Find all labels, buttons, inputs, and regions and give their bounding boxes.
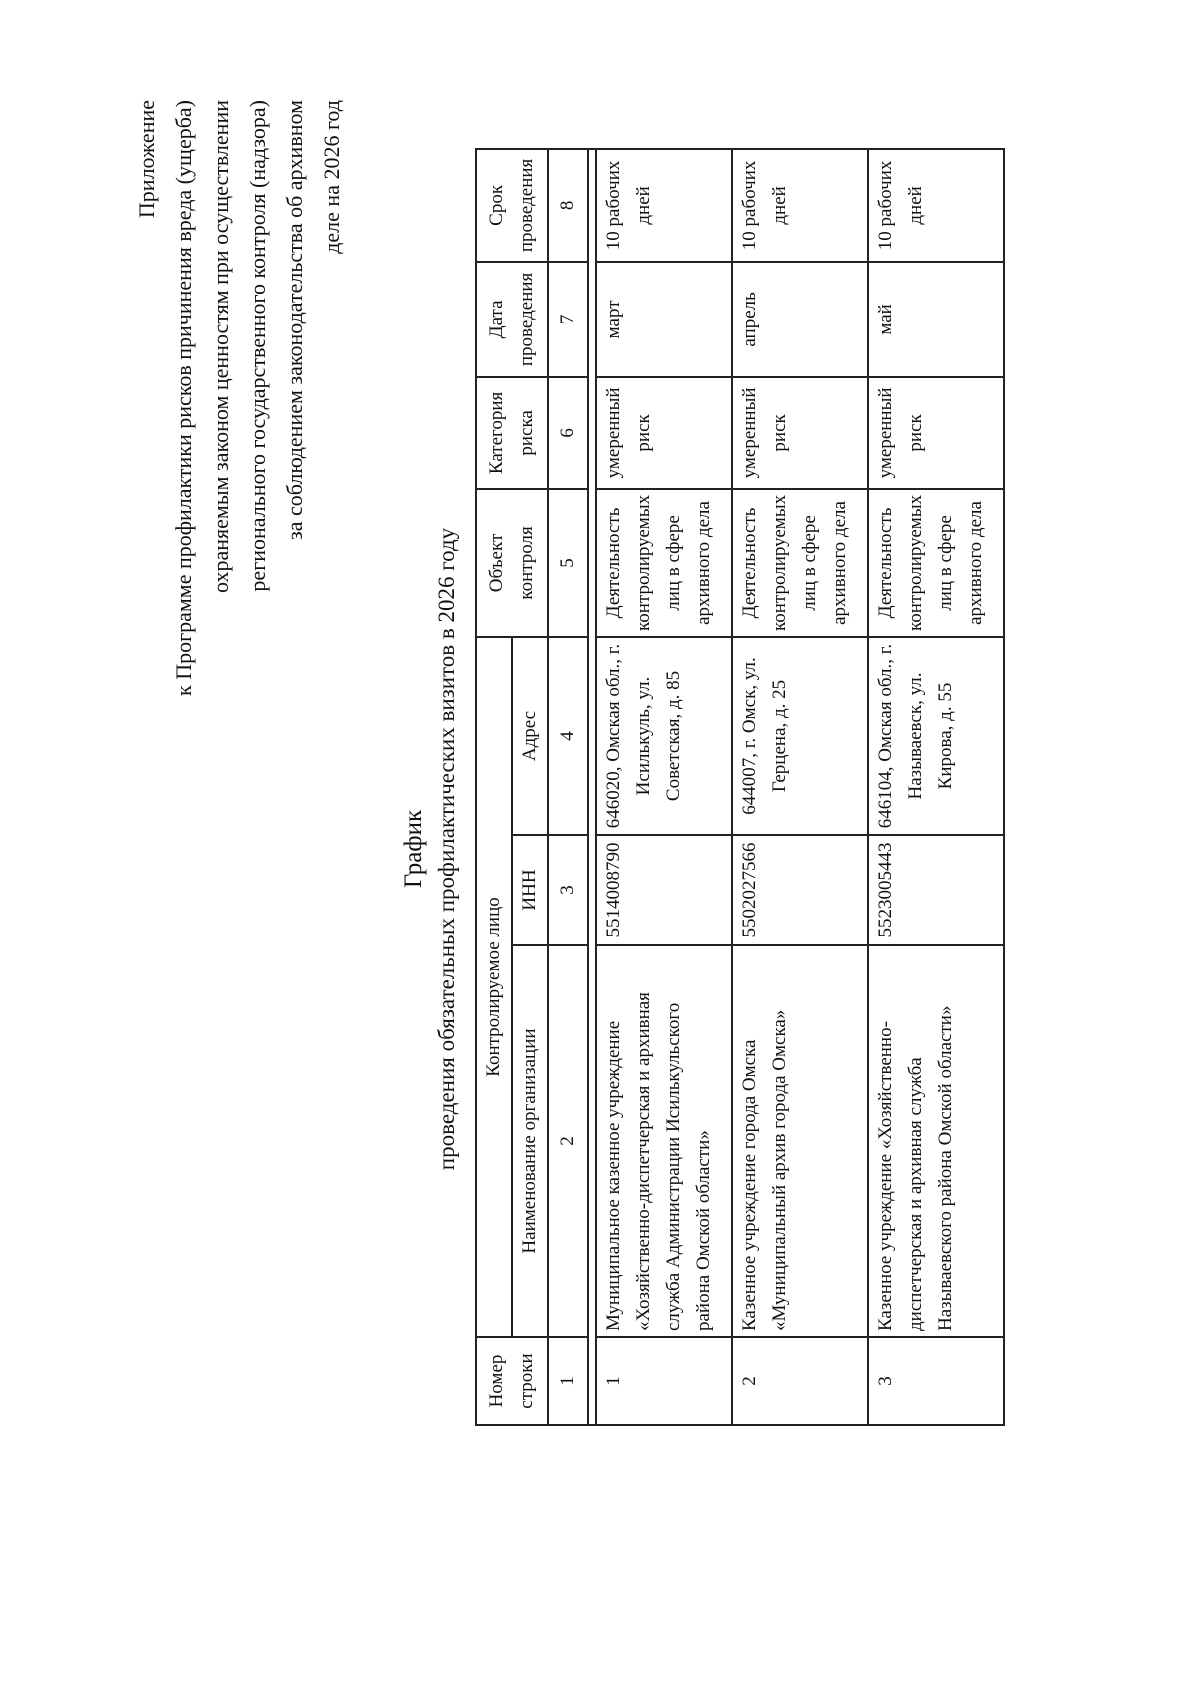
appendix-heading: Приложение [134,100,159,219]
cell-address: 646020, Омская обл., г. Исилькуль, ул. Советская, д. 85 [596,637,732,835]
cell-date: май [868,262,1004,377]
document-subtitle: проведения обязательных профилактических визитов в 2026 году [434,527,459,1171]
cell-duration: 10 рабочих дней [732,149,868,262]
column-number: 4 [548,637,588,835]
appendix-block [128,100,350,860]
appendix-line: к Программе профилактики рисков причинения вреда (ущерба) [171,100,196,696]
appendix-line: за соблюдением законодательства об архивном [282,100,307,540]
column-number: 2 [548,945,588,1337]
cell-org-name: Казенное учреждение «Хозяйственно-диспетчерская и архивная служба Называевского района Омской области» [868,945,1004,1337]
cell-inn: 5514008790 [596,835,732,945]
header-address: Адрес [512,637,548,835]
cell-inn: 5502027566 [732,835,868,945]
appendix-line: охраняемым законом ценностям при осуществлении [208,100,233,593]
cell-inn: 5523005443 [868,835,1004,945]
header-row-number: Номер строки [476,1337,548,1425]
cell-row-number: 3 [868,1337,1004,1425]
cell-row-number: 1 [596,1337,732,1425]
column-number: 5 [548,489,588,637]
cell-org-name: Муниципальное казенное учреждение «Хозяйственно-диспетчерская и архивная служба Администрации Исилькульского района Омской области» [596,945,732,1337]
table-separator [588,149,596,1425]
cell-duration: 10 рабочих дней [596,149,732,262]
column-number: 1 [548,1337,588,1425]
cell-org-name: Казенное учреждение города Омска «Муниципальный архив города Омска» [732,945,868,1337]
header-risk-category: Категория риска [476,377,548,489]
column-number: 3 [548,835,588,945]
header-inn: ИНН [512,835,548,945]
cell-object: Деятельность контролируемых лиц в сфере архивного дела [596,489,732,637]
table-row [732,149,868,1425]
cell-risk: умеренный риск [732,377,868,489]
header-object: Объект контроля [476,489,548,637]
column-number: 7 [548,262,588,377]
header-duration: Срок проведения [476,149,548,262]
header-date: Дата проведения [476,262,548,377]
cell-object: Деятельность контролируемых лиц в сфере архивного дела [732,489,868,637]
schedule-table [475,148,1005,1426]
cell-object: Деятельность контролируемых лиц в сфере архивного дела [868,489,1004,637]
table-row [868,149,1004,1425]
appendix-line: деле на 2026 год [319,100,344,254]
cell-row-number: 2 [732,1337,868,1425]
cell-date: март [596,262,732,377]
column-number: 8 [548,149,588,262]
cell-date: апрель [732,262,868,377]
cell-address: 644007, г. Омск, ул. Герцена, д. 25 [732,637,868,835]
cell-address: 646104, Омская обл., г. Называевск, ул. Кирова, д. 55 [868,637,1004,835]
header-controlled-person: Контролируемое лицо [476,637,512,1337]
cell-risk: умеренный риск [596,377,732,489]
cell-duration: 10 рабочих дней [868,149,1004,262]
table-row [596,149,732,1425]
document-title: График [400,809,427,889]
cell-risk: умеренный риск [868,377,1004,489]
appendix-line: регионального государственного контроля (надзора) [245,100,270,592]
column-number: 6 [548,377,588,489]
column-number-row [548,149,588,1425]
header-org-name: Наименование организации [512,945,548,1337]
